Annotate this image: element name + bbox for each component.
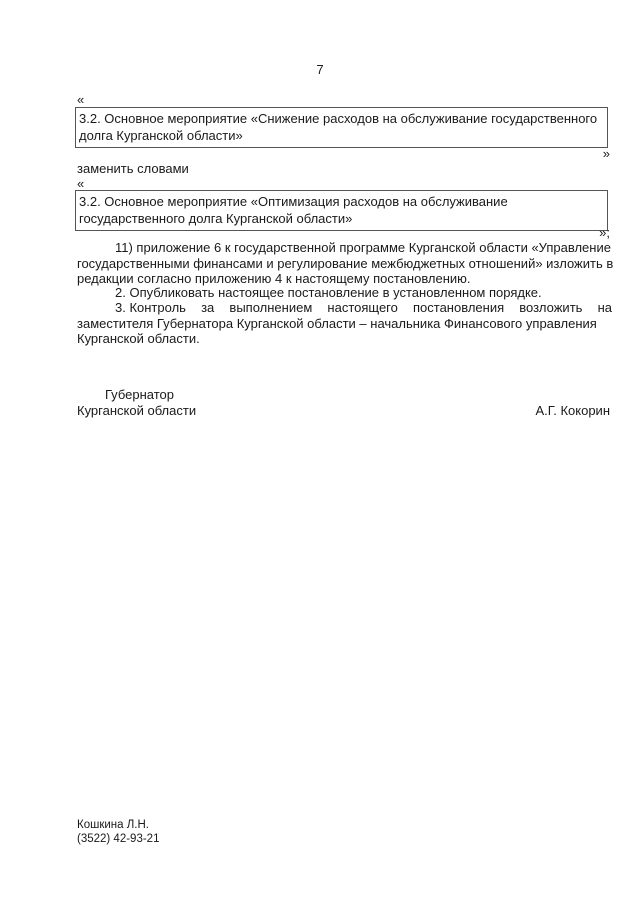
quote-close-1: »	[602, 146, 610, 161]
signatory-title-line-2: Курганской области	[77, 403, 197, 418]
item-3-word: настоящего	[327, 300, 398, 315]
item-3-word: за	[201, 300, 215, 315]
new-wording-word: обслуживание	[420, 194, 508, 209]
item-3	[77, 300, 612, 347]
new-wording-word: «Оптимизация	[250, 194, 340, 209]
item-3-word: на	[597, 300, 612, 315]
item-11-line-3: редакции согласно приложению 4 к настоящему постановлению.	[77, 271, 471, 286]
quote-open-2: «	[77, 176, 85, 191]
new-wording-box	[75, 190, 608, 231]
item-3-line-2: заместителя Губернатора Курганской области – начальника Финансового управления	[77, 315, 597, 331]
item-11-line-2: государственными финансами и регулирование межбюджетных отношений» изложить в	[77, 255, 614, 271]
new-wording-word: мероприятие	[167, 194, 248, 209]
footer-phone: (3522) 42-93-21	[77, 833, 160, 845]
item-11-line-1: 11) приложение 6 к государственной программе Курганской области «Управление	[115, 240, 611, 255]
new-wording-line-2: государственного долга Курганской области»	[79, 211, 353, 226]
item-3-line-1	[77, 300, 612, 316]
page-number: 7	[316, 62, 324, 77]
old-wording-line-2: долга Курганской области»	[79, 128, 243, 143]
footer-author: Кошкина Л.Н.	[77, 819, 149, 831]
item-2	[77, 285, 612, 301]
new-wording-word: на	[402, 194, 418, 209]
old-wording-line-1: 3.2. Основное мероприятие «Снижение расходов на обслуживание государственного	[79, 111, 598, 126]
item-3-word: выполнением	[229, 300, 313, 315]
new-wording-line-1	[79, 193, 604, 210]
replace-label: заменить словами	[77, 161, 189, 176]
item-3-word: постановления	[413, 300, 505, 315]
new-wording-word: расходов	[343, 194, 400, 209]
item-3-word: 3. Контроль	[115, 300, 186, 315]
signatory-name: А.Г. Кокорин	[535, 403, 610, 418]
signatory-title-line-1: Губернатор	[105, 387, 174, 402]
old-wording-box	[75, 107, 608, 148]
quote-open-1: «	[77, 92, 85, 107]
item-2-line: 2. Опубликовать настоящее постановление в установленном порядке.	[115, 285, 542, 300]
item-11	[77, 240, 612, 287]
item-3-word: возложить	[519, 300, 583, 315]
item-3-line-3: Курганской области.	[77, 331, 200, 346]
new-wording-word: 3.2. Основное	[79, 194, 164, 209]
quote-close-2: »;	[599, 225, 610, 240]
